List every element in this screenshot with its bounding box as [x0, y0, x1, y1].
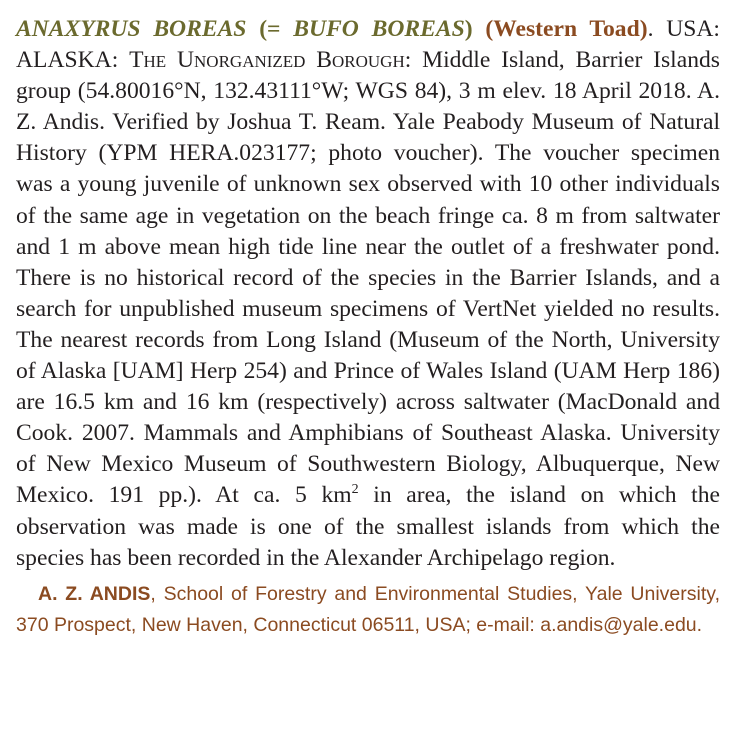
natural-history-note [16, 14, 720, 641]
note-paragraph [16, 14, 720, 574]
locality-borough: The Unorganized Borough [129, 47, 405, 74]
species-name: ANAXYRUS BOREAS [16, 16, 247, 42]
author-block [16, 579, 720, 642]
locality-country: . USA: ALASKA: [16, 16, 720, 74]
note-body: : Middle Island, Barrier Islands group (54.80016°N, 132.43111°W; WGS 84), 3 m elev. 18 April 2018. A. Z. Andis. Verified by Joshua T. Ream. Yale Peabody Museum of Natural History (YPM HERA.023177; photo voucher). The voucher specimen was a young juvenile of unknown sex observed with 10 other individuals of the same age in vegetation on the beach fringe ca. 8 m from saltwater and 1 m above mean high tide line near the outlet of a freshwater pond. There is no historical record of the species in the Barrier Islands, and a search for unpublished museum specimens of VertNet yielded no results. The nearest records from Long Island (Museum of the North, University of Alaska [UAM] Herp 254) and Prince of Wales Island (UAM Herp 186) are 16.5 km and 16 km (respectively) across saltwater (MacDonald and Cook. 2007. Mammals and Amphibians of Southeast Alaska. University of New Mexico Museum of Southwestern Biology, Albuquerque, New Mexico. 191 pp.). At ca. 5 km [16, 47, 720, 509]
synonym-open: (= [246, 16, 294, 42]
author-affiliation: , School of Forestry and Environmental Studies, Yale University, 370 Prospect, New Haven, Connecticut 06511, USA; e-mail: a.andis@yale.edu. [16, 582, 720, 636]
author-name: A. Z. ANDIS [38, 582, 151, 605]
area-superscript: 2 [351, 482, 359, 498]
synonym-name: BUFO BOREAS [293, 16, 465, 42]
note-closing: in area, the island on which the observation was made is one of the smallest islands from which the species has been recorded in the Alexander Archipelago region. [16, 482, 720, 571]
common-name: (Western Toad) [472, 16, 648, 42]
synonym-close: ) [464, 16, 473, 42]
